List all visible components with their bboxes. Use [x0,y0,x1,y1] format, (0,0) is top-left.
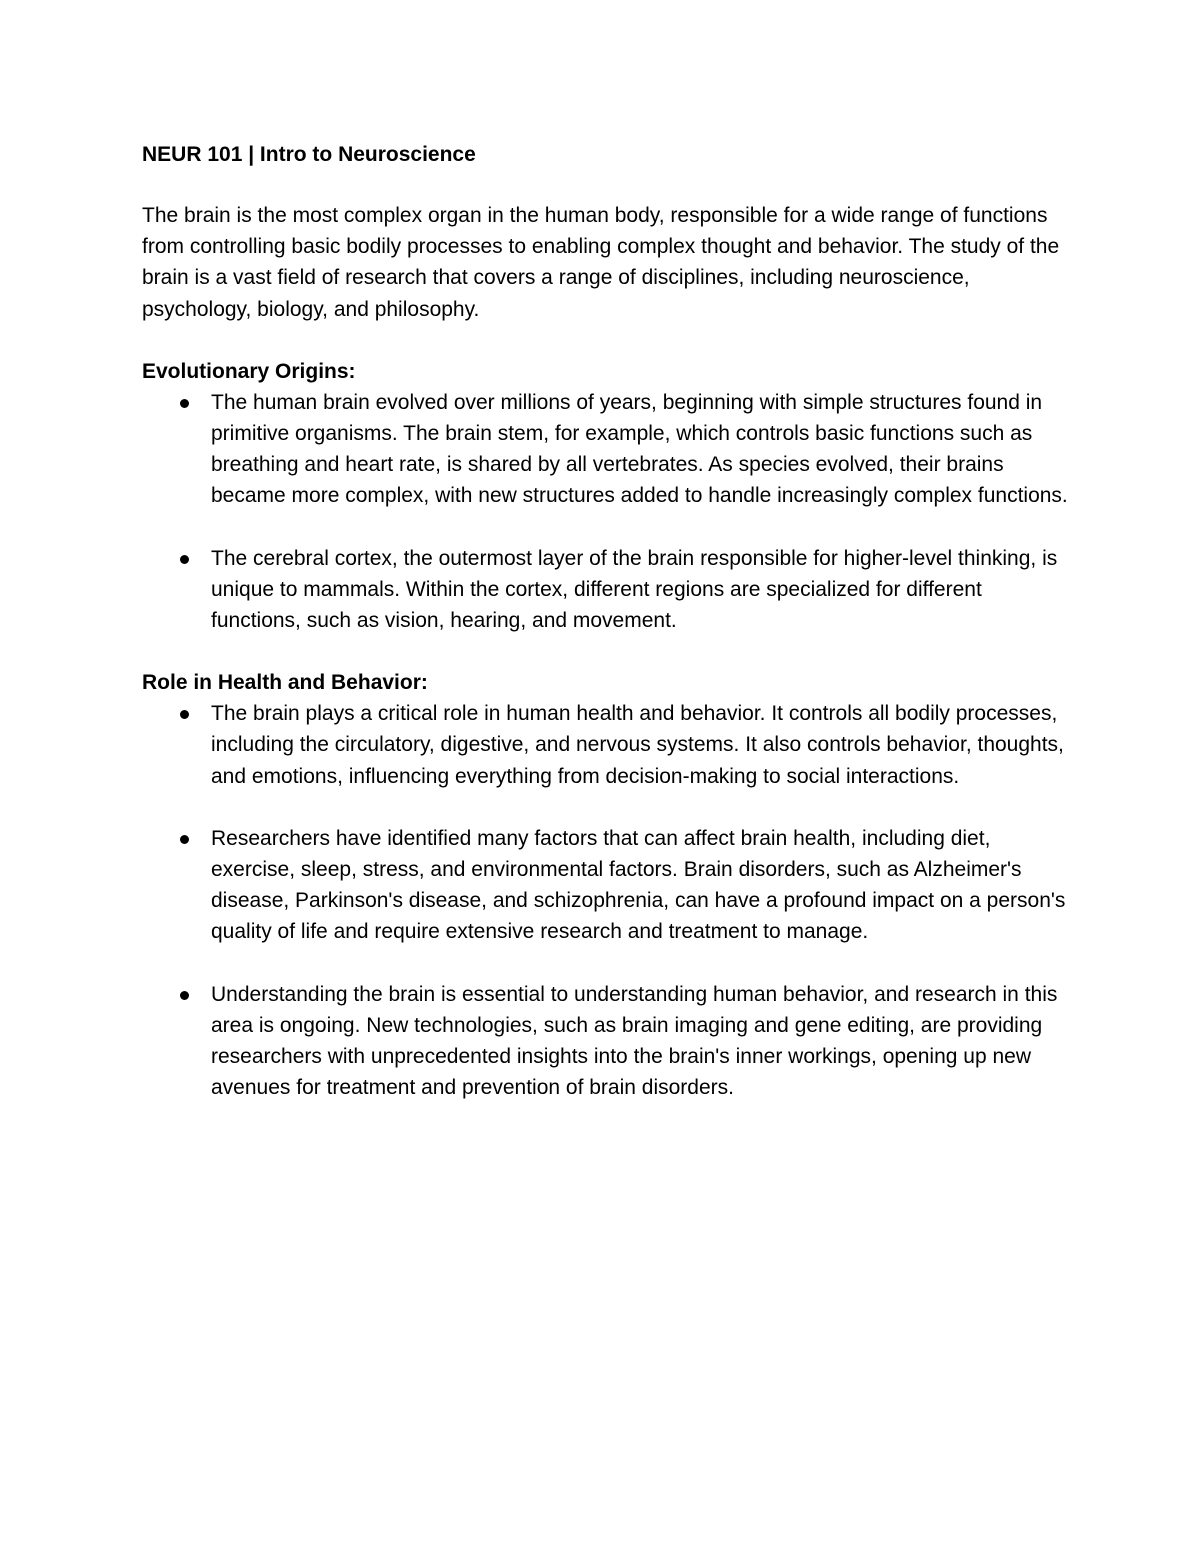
section-heading: Role in Health and Behavior: [142,671,428,695]
bullet-icon [180,991,189,1000]
section-evolutionary-origins [142,356,1072,636]
list-item-text: Understanding the brain is essential to understanding human behavior, and research in this area is ongoing. New technologies, such as brain imaging and gene editing, are providing researchers with unprecedented insights into the brain's inner workings, opening up new avenues for treatment and prevention of brain disorders. [211,982,1058,1100]
list-item [142,387,1072,512]
section-heading: Evolutionary Origins: [142,359,356,383]
bullet-list [142,387,1072,636]
intro-paragraph: The brain is the most complex organ in the human body, responsible for a wide range of functions from controlling basic bodily processes to enabling complex thought and behavior. The study of the brain is a vast field of research that covers a range of disciplines, including neuroscience, psychology, biology, and philosophy. [142,204,1060,321]
document-title: NEUR 101 | Intro to Neuroscience [142,143,476,166]
bullet-icon [180,399,189,408]
list-item [142,543,1072,637]
bullet-list [142,698,1072,1103]
list-item [142,823,1072,948]
section-role-in-health-and-behavior [142,667,1072,1103]
list-item-text: The human brain evolved over millions of years, beginning with simple structures found in primitive organisms. The brain stem, for example, which controls basic functions such as breathing and heart rate, is shared by all vertebrates. As species evolved, their brains became more complex, with new structures added to handle increasingly complex functions. [211,390,1068,508]
list-item [142,979,1072,1104]
list-item-text: The brain plays a critical role in human health and behavior. It controls all bodily processes, including the circulatory, digestive, and nervous systems. It also controls behavior, thoughts, and emotions, influencing everything from decision-making to social interactions. [211,702,1064,788]
bullet-icon [180,835,189,844]
bullet-icon [180,710,189,719]
bullet-icon [180,555,189,564]
list-item [142,698,1072,792]
list-item-text: Researchers have identified many factors that can affect brain health, including diet, exercise, sleep, stress, and environmental factors. Brain disorders, such as Alzheimer's disease, Parkinson's disease, and schizophrenia, can have a profound impact on a person's quality of life and require extensive research and treatment to manage. [211,826,1066,944]
document-page [142,139,1072,1134]
list-item-text: The cerebral cortex, the outermost layer of the brain responsible for higher-level thinking, is unique to mammals. Within the cortex, different regions are specialized for different functions, such as vision, hearing, and movement. [211,546,1058,633]
